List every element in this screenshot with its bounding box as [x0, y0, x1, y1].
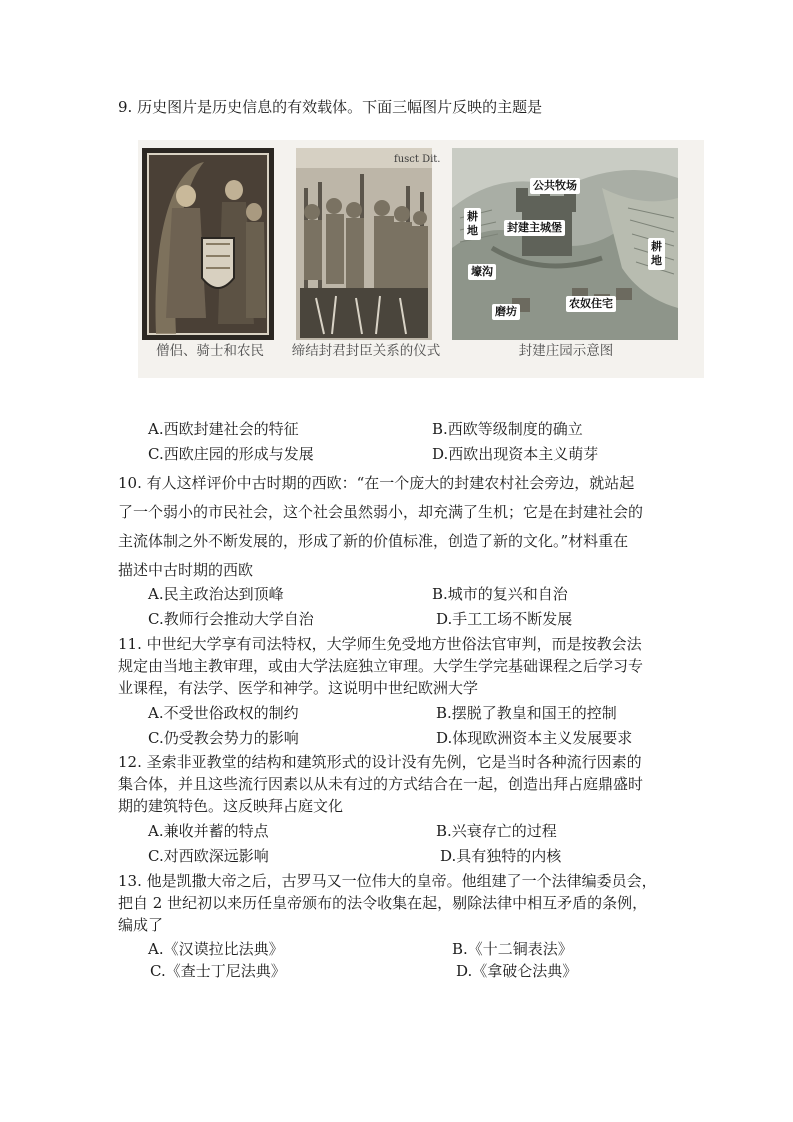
- map-label-mill: 磨坊: [492, 304, 520, 320]
- illustration-monk-knight-peasant: [142, 148, 274, 340]
- q13-stem-line: 编成了: [118, 916, 164, 934]
- q13-option-c[interactable]: C.《查士丁尼法典》: [150, 962, 286, 980]
- q12-stem-line: 期的建筑特色。这反映拜占庭文化: [118, 797, 344, 815]
- q11-stem-line: 11. 中世纪大学享有司法特权，大学师生免受地方世俗法官审判，而是按教会法: [118, 635, 642, 653]
- figure-panel-manor-map: [452, 148, 678, 340]
- q11-option-a[interactable]: A.不受世俗政权的制约: [148, 704, 299, 722]
- q13-option-d[interactable]: D.《拿破仑法典》: [456, 962, 578, 980]
- q10-option-c[interactable]: C.教师行会推动大学自治: [148, 610, 314, 628]
- q10-option-a[interactable]: A.民主政治达到顶峰: [148, 585, 284, 603]
- q12-option-a[interactable]: A.兼收并蓄的特点: [148, 822, 269, 840]
- q9-option-a[interactable]: A.西欧封建社会的特征: [148, 420, 299, 438]
- caption-panel-2: 缔结封君封臣关系的仪式: [291, 343, 441, 359]
- q12-stem-line: 集合体，并且这些流行因素以从未有过的方式结合在一起，创造出拜占庭鼎盛时: [118, 775, 644, 793]
- q10-stem-line: 10. 有人这样评价中古时期的西欧：“在一个庞大的封建农村社会旁边，就站起: [118, 474, 635, 492]
- q11-stem-line: 业课程，有法学、医学和神学。这说明中世纪欧洲大学: [118, 679, 479, 697]
- caption-panel-1: 僧侣、骑士和农民: [156, 343, 264, 359]
- q12-option-b[interactable]: B.兴衰存亡的过程: [436, 822, 557, 840]
- map-label-pasture: 公共牧场: [530, 178, 580, 194]
- map-label-serf-housing: 农奴住宅: [566, 296, 616, 312]
- q13-option-a[interactable]: A.《汉谟拉比法典》: [148, 940, 284, 958]
- figure-panel-monk-knight-peasant: [142, 148, 274, 340]
- q13-stem-line: 把自 2 世纪初以来历任皇帝颁布的法令收集在起，剔除法律中相互矛盾的条例，: [118, 894, 648, 912]
- q10-stem-line: 描述中古时期的西欧: [118, 561, 254, 579]
- q11-option-b[interactable]: B.摆脱了教皇和国王的控制: [436, 704, 617, 722]
- q9-option-d[interactable]: D.西欧出现资本主义萌芽: [432, 445, 599, 463]
- q12-option-d[interactable]: D.具有独特的内核: [440, 847, 562, 865]
- map-label-moat: 壕沟: [468, 264, 496, 280]
- map-label-field-left: 耕地: [464, 208, 481, 240]
- q13-option-b[interactable]: B.《十二铜表法》: [452, 940, 573, 958]
- q11-option-d[interactable]: D.体现欧洲资本主义发展要求: [436, 729, 633, 747]
- q10-option-b[interactable]: B.城市的复兴和自治: [432, 585, 568, 603]
- illustration-vassal-ceremony: [296, 148, 441, 340]
- illustration-manor-map: [452, 148, 678, 340]
- q10-stem-line: 主流体制之外不断发展的，形成了新的价值标准，创造了新的文化。”材料重在: [118, 532, 629, 550]
- q10-stem-line: 了一个弱小的市民社会，这个社会虽然弱小，却充满了生机；它是在封建社会的: [118, 503, 644, 521]
- q9-option-c[interactable]: C.西欧庄园的形成与发展: [148, 445, 314, 463]
- map-label-field-right: 耕地: [648, 238, 665, 270]
- caption-panel-3: 封建庄园示意图: [518, 343, 614, 359]
- q11-stem-line: 规定由当地主教审理，或由大学法庭独立审理。大学生学完基础课程之后学习专: [118, 657, 644, 675]
- q12-option-c[interactable]: C.对西欧深远影响: [148, 847, 269, 865]
- figure-panel-vassal-ceremony: [296, 148, 441, 340]
- map-label-castle: 封建主城堡: [504, 220, 565, 236]
- q12-stem-line: 12. 圣索非亚教堂的结构和建筑形式的设计没有先例，它是当时各种流行因素的: [118, 753, 642, 771]
- q11-option-c[interactable]: C.仍受教会势力的影响: [148, 729, 299, 747]
- q9-stem: 9. 历史图片是历史信息的有效载体。下面三幅图片反映的主题是: [118, 98, 543, 116]
- q9-option-b[interactable]: B.西欧等级制度的确立: [432, 420, 583, 438]
- q10-option-d[interactable]: D.手工工场不断发展: [436, 610, 573, 628]
- q9-figure: [138, 140, 704, 378]
- q13-stem-line: 13. 他是凯撒大帝之后，古罗马又一位伟大的皇帝。他组建了一个法律编委员会，: [118, 872, 657, 890]
- panel-heading-text: fusct Dit.: [394, 154, 441, 165]
